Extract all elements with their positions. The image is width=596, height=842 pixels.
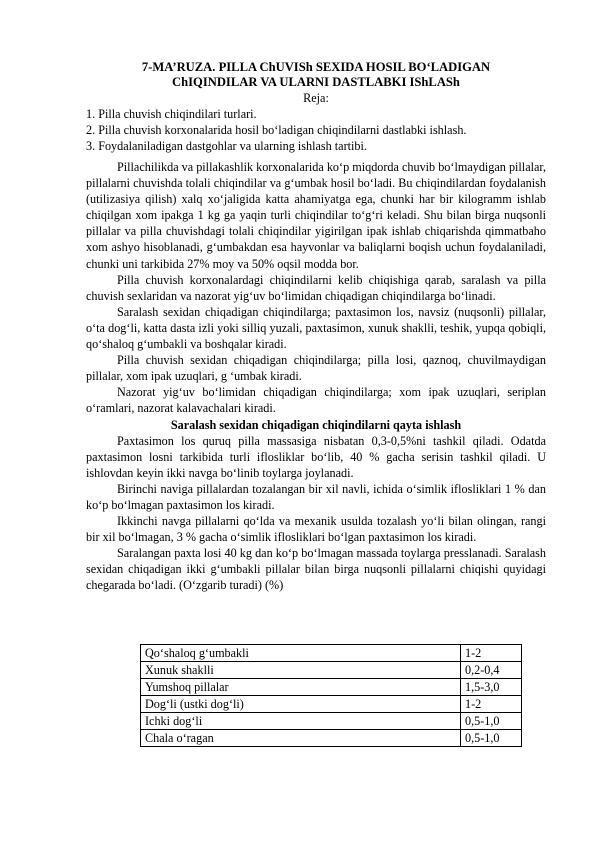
table-cell-name: Yumshoq pillalar (141, 679, 461, 696)
paragraph: Pilla chuvish korxonalardagi chiqindilarni kelib chiqishiga qarab, saralash va pilla chuvish sexlaridan va nazorat yig‘uv bo‘limidan chiqadigan chiqindilarga bo‘linadi. (86, 272, 546, 303)
table-row (141, 713, 522, 730)
paragraph: Birinchi naviga pillalardan tozalangan bir xil navli, ichida o‘simlik iflosliklari 1 % dan ko‘p bo‘lmagan paxtasimon los kiradi. (86, 481, 546, 512)
table-cell-value: 1-2 (461, 696, 522, 713)
table-row (141, 662, 522, 679)
title-line-1: 7-MA’RUZA. PILLA ChUVISh SEXIDA HOSIL BO‘LADIGAN (141, 60, 491, 74)
table-cell-name: Chala o‘ragan (141, 730, 461, 747)
table-cell-value: 0,5-1,0 (461, 730, 522, 747)
plan-list (86, 106, 546, 154)
title-line-2: ChIQINDILAR VA ULARNI DASTLABKI IShLASh (172, 75, 460, 89)
table-row (141, 679, 522, 696)
table-cell-name: Ichki dog‘li (141, 713, 461, 730)
paragraph: Saralangan paxta losi 40 kg dan ko‘p bo‘lmagan massada toylarga presslanadi. Saralash sexidan chiqadigan ikki g‘umbakli pillalar bilan birga nuqsonli pillalarni chiqishi quyidagi chegarada bo‘ladi. (O‘zgarib turadi) (%) (86, 546, 546, 593)
plan-item: 3. Foydalaniladigan dastgohlar va ularning ishlash tartibi. (86, 139, 367, 153)
table-row (141, 645, 522, 662)
table-cell-value: 0,2-0,4 (461, 662, 522, 679)
paragraph: Ikkinchi navga pillalarni qo‘lda va mexanik usulda tozalash yo‘li bilan olingan, rangi bir xil bo‘lmagan, 3 % gacha o‘simlik iflosliklari bo‘lgan paxtasimon los kiradi. (86, 514, 546, 545)
plan-item: 2. Pilla chuvish korxonalarida hosil bo‘ladigan chiqindilarni dastlabki ishlash. (86, 123, 467, 137)
table-cell-value: 1-2 (461, 645, 522, 662)
paragraph: Saralash sexidan chiqadigan chiqindilarga; paxtasimon los, navsiz (nuqsonli) pillalar, o‘ta dog‘li, katta dasta izli yoki silliq yuzali, paxtasimon, xunuk shaklli, teshik, yupqa qobiqli, qo‘shaloq g‘umbakli va boshqalar kiradi. (86, 304, 546, 352)
section-heading: Saralash sexidan chiqadigan chiqindilarni qayta ishlash (170, 417, 462, 432)
plan-label: Reja: (303, 91, 329, 105)
paragraph: Pilla chuvish sexidan chiqadigan chiqindilarga; pilla losi, qaznoq, chuvilmaydigan pillalar, xom ipak uzuqlari, g ‘umbak kiradi. (86, 353, 546, 384)
lecture-title (86, 60, 546, 90)
plan-item: 1. Pilla chuvish chiqindilari turlari. (86, 107, 257, 121)
table-row (141, 730, 522, 747)
table-cell-value: 1,5-3,0 (461, 679, 522, 696)
table-cell-name: Dog‘li (ustki dog‘li) (141, 696, 461, 713)
table-cell-name: Xunuk shaklli (141, 662, 461, 679)
table-row (141, 696, 522, 713)
paragraph: Nazorat yig‘uv bo‘limidan chiqadigan chiqindilarga; xom ipak uzuqlari, seriplan o‘ramlari, nazorat kalavachalari kiradi. (86, 385, 546, 416)
paragraph: Pillachilikda va pillakashlik korxonalarida ko‘p miqdorda chuvib bo‘lmaydigan pillalar, pillalarni chuvishda tolali chiqindilar va g‘umbak hosil bo‘ladi. Bu chiqindilardan foydalanish (utilizasiya qilish) xalq xo‘jaligida katta ahamiyatga ega, chunki har bir kilogramm ishlab chiqilgan xom ipakga 1 kg ga yaqin turli chiqindilar to‘g‘ri keladi. Shu bilan birga nuqsonli pillalar va pilla chuvishdagi tolali chiqindilar yigirilgan ipak ishlab chiqarishda qimmatbaho xom ashyo hisoblanadi, g‘umbakdan esa hayvonlar va baliqlarni boqish uchun foydalaniladi, chunki uni tarkibida 27% moy va 50% oqsil modda bor. (86, 160, 547, 271)
table-cell-name: Qo‘shaloq g‘umbakli (141, 645, 461, 662)
defect-table (140, 644, 522, 747)
paragraph: Paxtasimon los quruq pilla massasiga nisbatan 0,3-0,5%ni tashkil qiladi. Odatda paxtasimon losni tarkibida turli iflosliklar bo‘lib, 40 % gacha serisin tashkil qiladi. U ishlovdan keyin ikki navga bo‘linib toylarga joylanadi. (86, 433, 546, 480)
table-cell-value: 0,5-1,0 (461, 713, 522, 730)
document-page (86, 60, 546, 594)
